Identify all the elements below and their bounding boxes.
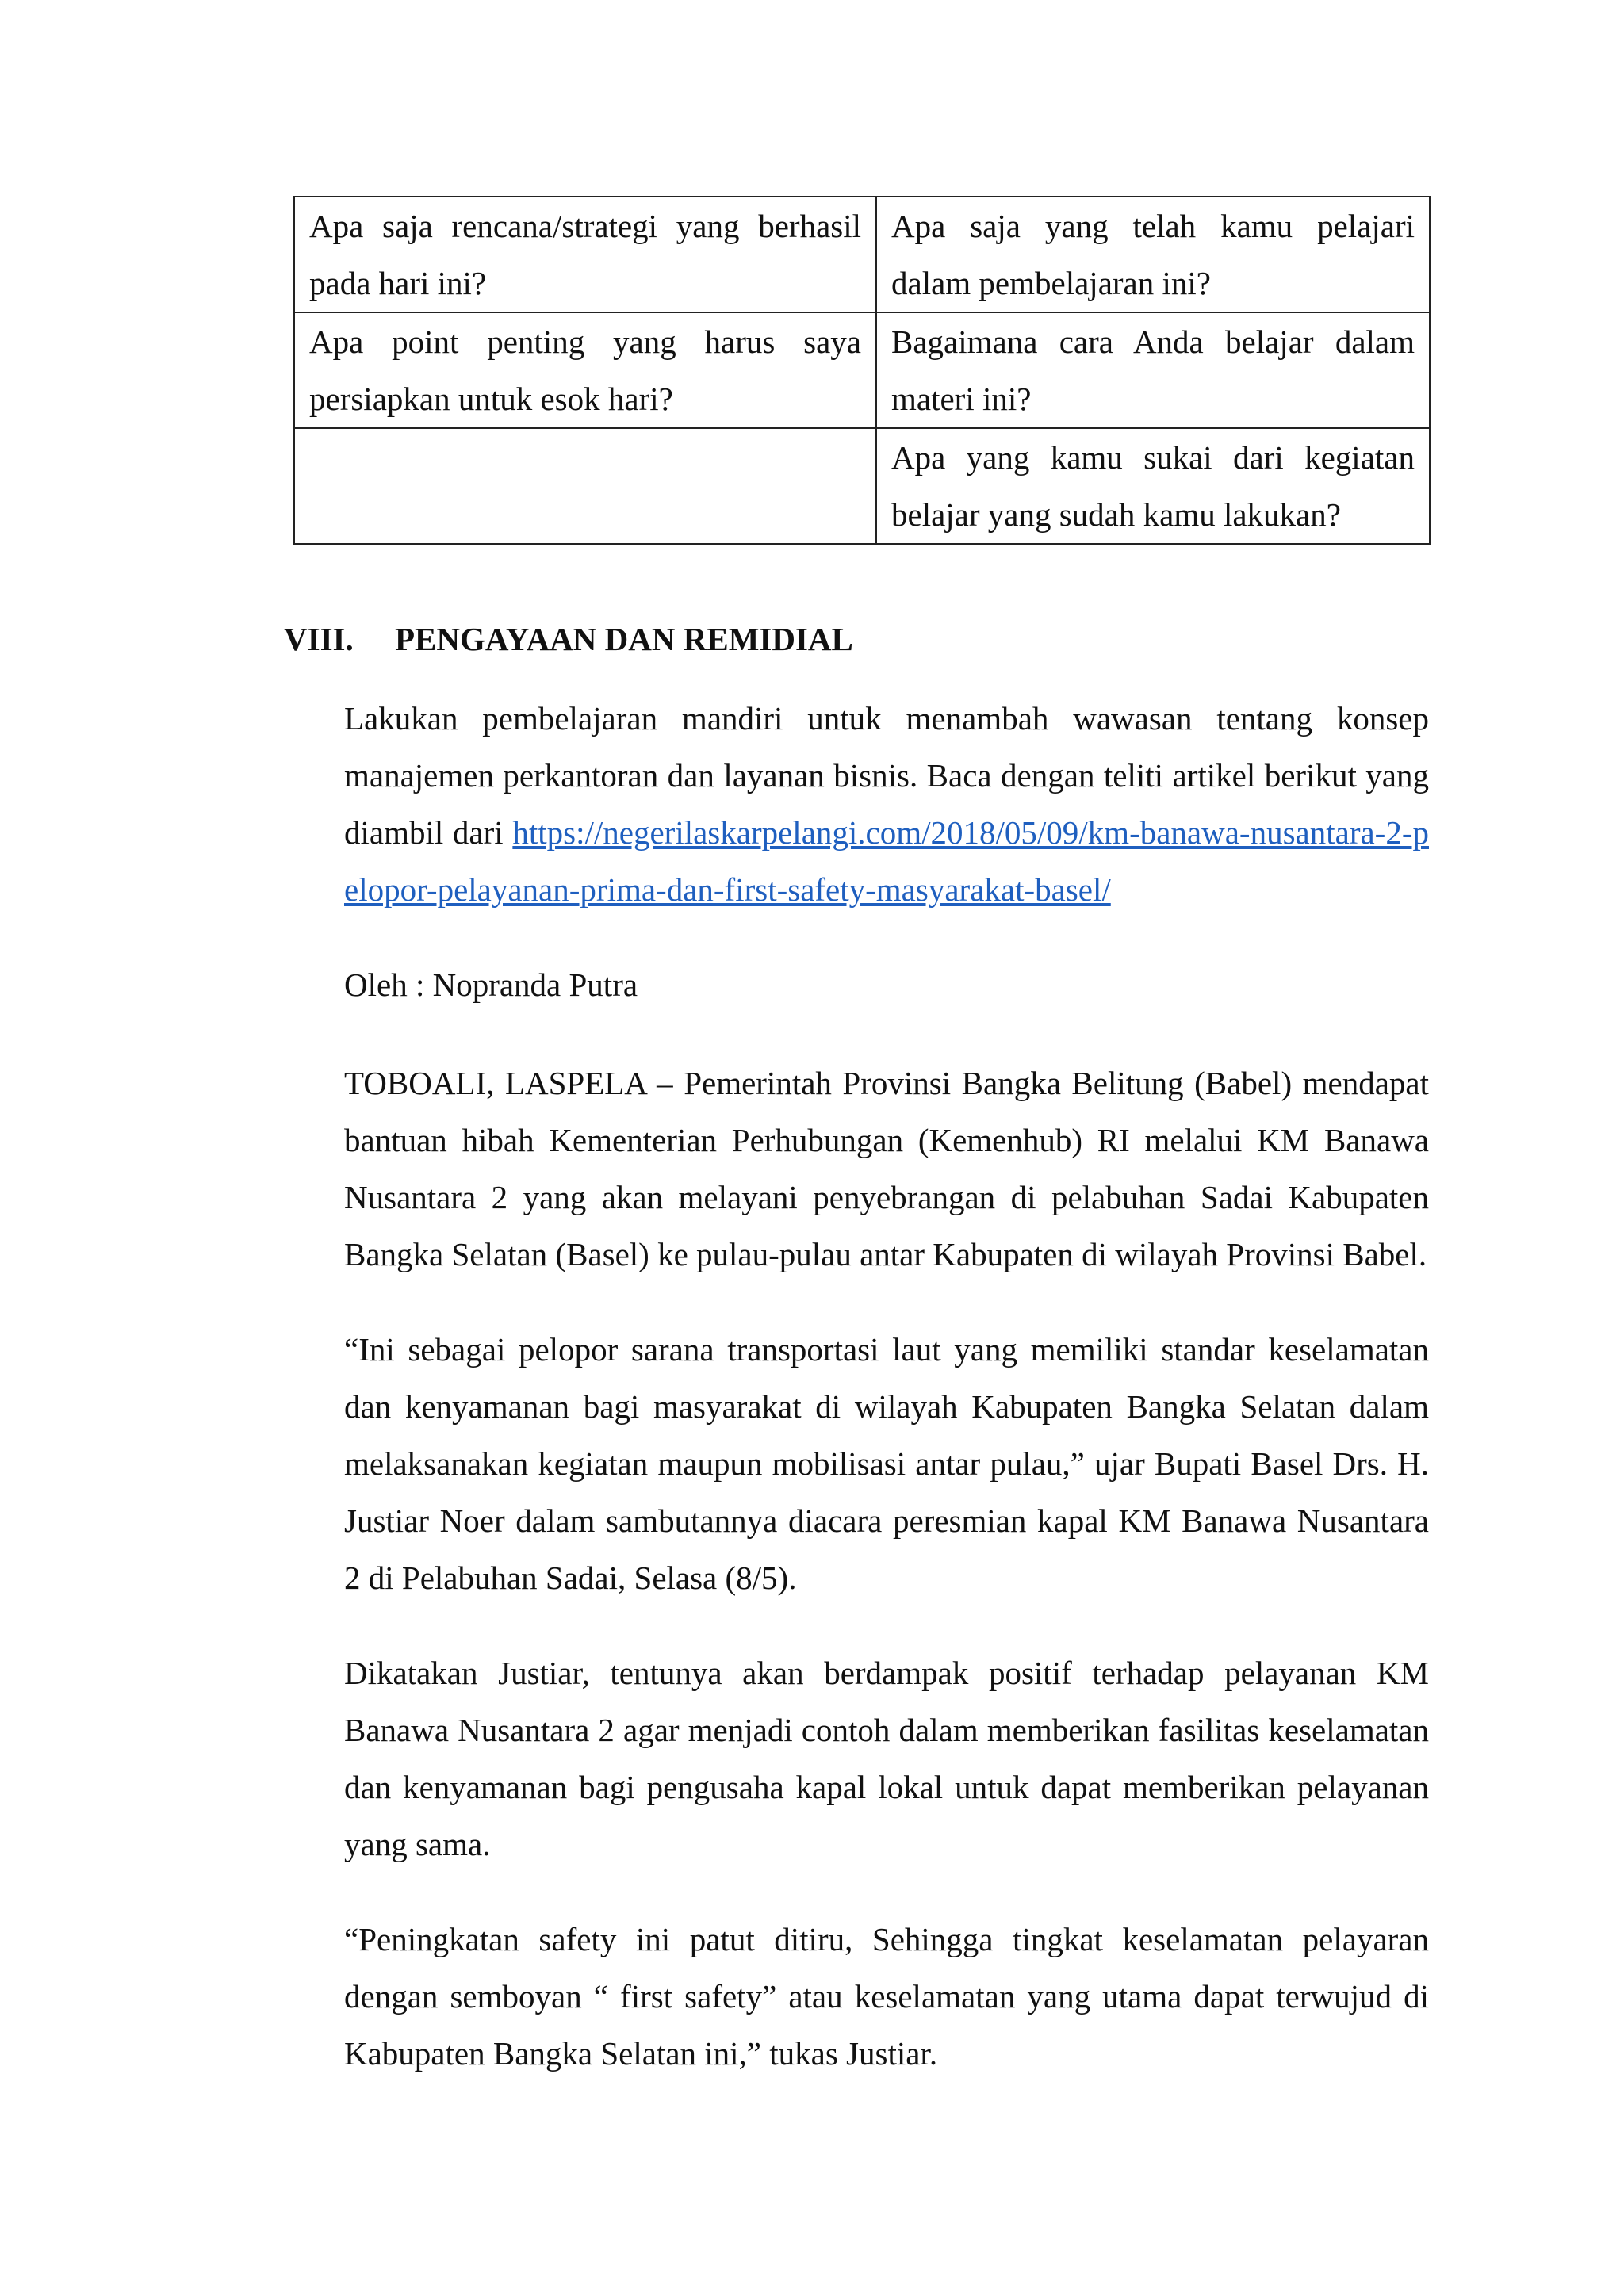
article-paragraph (344, 1644, 1429, 1873)
table-cell: Apa point penting yang harus saya persiapkan untuk esok hari? (294, 312, 876, 428)
author-line: Oleh : Nopranda Putra (344, 966, 638, 1003)
table-row (294, 428, 1430, 544)
table-cell: Apa yang kamu sukai dari kegiatan belajar yang sudah kamu lakukan? (876, 428, 1430, 544)
article-author (344, 956, 1429, 1013)
table-cell: Apa saja rencana/strategi yang berhasil pada hari ini? (294, 197, 876, 312)
paragraph-text: Dikatakan Justiar, tentunya akan berdampak positif terhadap pelayanan KM Banawa Nusantara 2 agar menjadi contoh dalam memberikan fasilitas keselamatan dan kenyamanan bagi pengusaha kapal lokal untuk dapat memberikan pelayanan yang sama. (344, 1655, 1429, 1862)
article-paragraph (344, 1911, 1429, 2082)
table-cell: Bagaimana cara Anda belajar dalam materi ini? (876, 312, 1430, 428)
reflection-table (293, 196, 1431, 545)
article-paragraph (344, 1054, 1429, 1283)
table-cell (294, 428, 876, 544)
intro-paragraph (344, 690, 1429, 918)
table-row (294, 197, 1430, 312)
paragraph-text: “Peningkatan safety ini patut ditiru, Sehingga tingkat keselamatan pelayaran dengan semboyan “ first safety” atau keselamatan yang utama dapat terwujud di Kabupaten Bangka Selatan ini,” tukas Justiar. (344, 1921, 1429, 2072)
table-row (294, 312, 1430, 428)
table-cell: Apa saja yang telah kamu pelajari dalam pembelajaran ini? (876, 197, 1430, 312)
section-number: VIII. (284, 621, 354, 657)
article-link[interactable]: https://negerilaskarpelangi.com/2018/05/09/km-banawa-nusantara-2-pelopor-pelayanan-prima-dan-first-safety-masyarakat-basel/ (344, 814, 1429, 908)
paragraph-text: TOBOALI, LASPELA – Pemerintah Provinsi Bangka Belitung (Babel) mendapat bantuan hibah Kementerian Perhubungan (Kemenhub) RI melalui KM Banawa Nusantara 2 yang akan melayani penyebrangan di pelabuhan Sadai Kabupaten Bangka Selatan (Basel) ke pulau-pulau antar Kabupaten di wilayah Provinsi Babel. (344, 1065, 1429, 1272)
section-title: PENGAYAAN DAN REMIDIAL (395, 621, 853, 657)
article-paragraph (344, 1321, 1429, 1606)
intro-text: Lakukan pembelajaran mandiri untuk menambah wawasan tentang konsep manajemen perkantoran dan layanan bisnis. Baca dengan teliti artikel berikut yang diambil dari (344, 700, 1429, 851)
section-heading (284, 617, 853, 661)
paragraph-text: “Ini sebagai pelopor sarana transportasi laut yang memiliki standar keselamatan dan kenyamanan bagi masyarakat di wilayah Kabupaten Bangka Selatan dalam melaksanakan kegiatan maupun mobilisasi antar pulau,” ujar Bupati Basel Drs. H. Justiar Noer dalam sambutannya diacara peresmian kapal KM Banawa Nusantara 2 di Pelabuhan Sadai, Selasa (8/5). (344, 1331, 1429, 1596)
